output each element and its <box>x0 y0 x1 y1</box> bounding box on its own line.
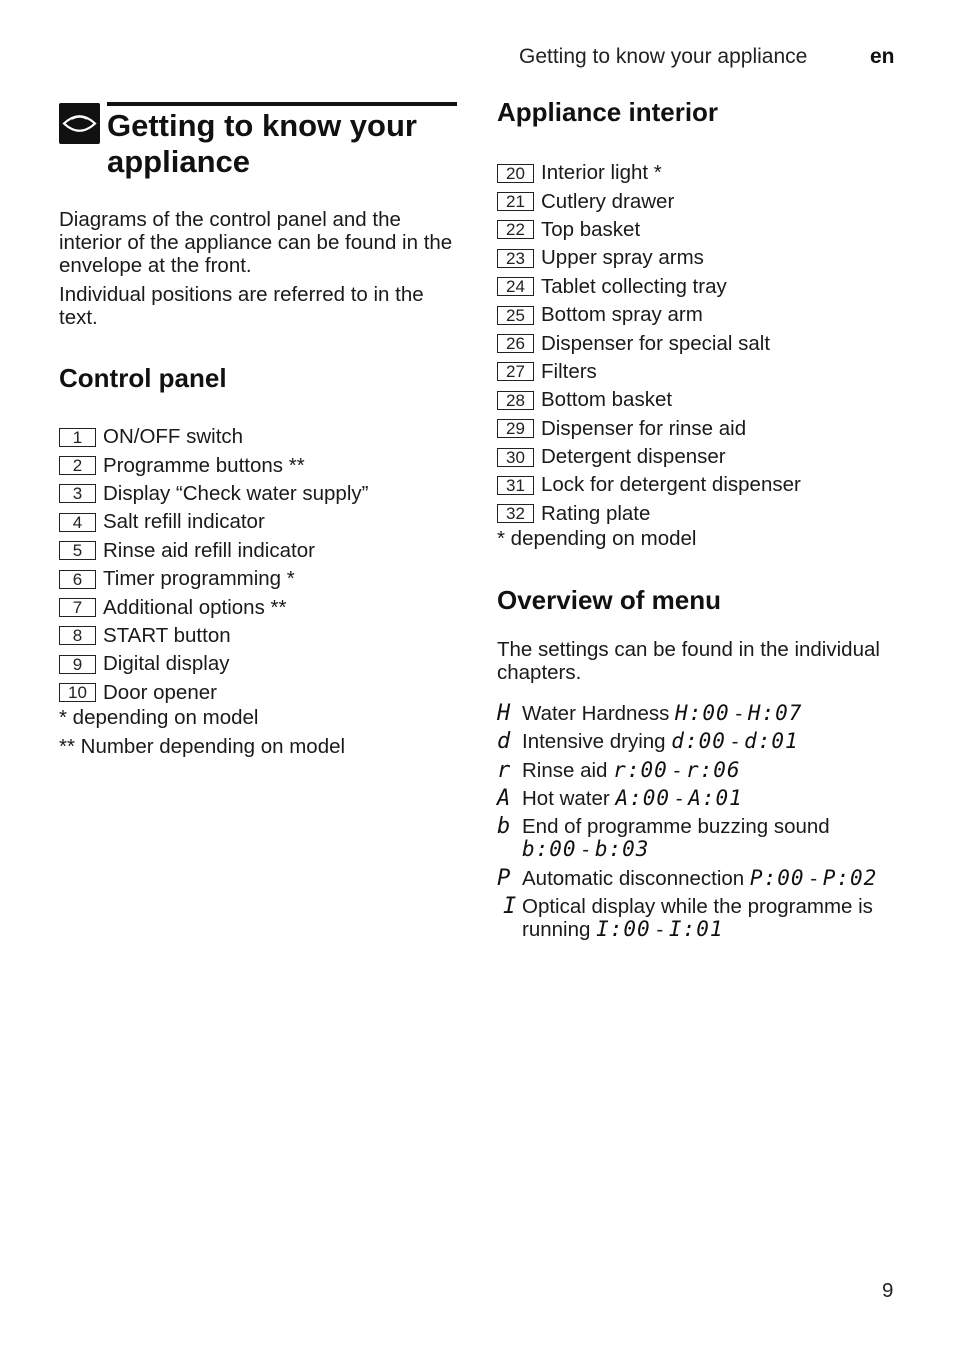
page-number: 9 <box>882 1279 894 1302</box>
item-label: ON/OFF switch <box>103 425 244 449</box>
menu-item-label: Automatic disconnection <box>522 867 745 890</box>
display-symbol: A <box>497 786 511 811</box>
range-from: r:00 <box>613 758 668 782</box>
item-label: Lock for detergent dispenser <box>541 473 801 497</box>
list-item <box>497 159 801 187</box>
menu-intro: The settings can be found in the individual chapters. <box>497 638 880 684</box>
range-separator: - <box>656 918 664 941</box>
item-number: 3 <box>59 484 96 503</box>
menu-item-label: End of programme buzzing sound <box>522 815 830 838</box>
chapter-rule <box>107 102 457 106</box>
menu-item-label: Hot water <box>522 787 610 810</box>
item-number: 32 <box>497 504 534 523</box>
menu-item-water-hardness <box>497 702 907 726</box>
item-label: Tablet collecting tray <box>541 274 727 298</box>
control-panel-heading: Control panel <box>59 363 227 393</box>
menu-item-label: Optical display while the programme is running <box>522 895 873 941</box>
item-number: 2 <box>59 456 96 475</box>
language-code: en <box>870 45 895 68</box>
menu-item-optical-display <box>497 895 907 943</box>
item-number: 21 <box>497 192 534 211</box>
running-header-title: Getting to know your appliance <box>519 45 808 68</box>
item-number: 26 <box>497 334 534 353</box>
footnote-number-depending: ** Number depending on model <box>59 735 346 758</box>
item-number: 30 <box>497 448 534 467</box>
item-number: 8 <box>59 626 96 645</box>
list-item <box>497 329 801 357</box>
list-item <box>59 423 368 451</box>
chapter-title: Getting to know your appliance <box>107 108 417 179</box>
list-item <box>497 187 801 215</box>
menu-item-intensive-drying <box>497 730 907 754</box>
item-number: 31 <box>497 476 534 495</box>
item-number: 9 <box>59 655 96 674</box>
list-item <box>59 650 368 678</box>
item-label: Door opener <box>103 680 217 704</box>
item-label: Upper spray arms <box>541 246 704 270</box>
item-number: 10 <box>59 683 96 702</box>
list-item <box>59 451 368 479</box>
menu-item-automatic-disconnection <box>497 867 907 891</box>
list-item <box>59 593 368 621</box>
item-label: Bottom spray arm <box>541 303 703 327</box>
range-to: A:01 <box>688 786 743 810</box>
item-label: Dispenser for special salt <box>541 331 771 355</box>
list-item <box>497 471 801 499</box>
range-from: b:00 <box>522 837 577 861</box>
eye-icon <box>59 103 100 144</box>
item-label: Rating plate <box>541 501 651 525</box>
display-symbol: b <box>497 814 511 839</box>
item-number: 5 <box>59 541 96 560</box>
item-number: 1 <box>59 428 96 447</box>
range-separator: - <box>675 787 683 810</box>
list-item <box>59 565 368 593</box>
display-symbol: H <box>497 701 511 726</box>
range-from: d:00 <box>671 729 726 753</box>
item-label: Interior light * <box>541 161 662 185</box>
menu-item-label: Intensive drying <box>522 730 666 753</box>
item-number: 27 <box>497 362 534 381</box>
range-from: P:00 <box>749 866 805 890</box>
range-from: H:00 <box>675 701 730 725</box>
range-from: A:00 <box>615 786 671 810</box>
list-item <box>497 415 801 443</box>
item-label: Timer programming * <box>103 567 295 591</box>
range-from: I:00 <box>596 917 651 941</box>
appliance-interior-list <box>497 159 801 528</box>
item-label: Digital display <box>103 652 230 676</box>
intro-paragraph-1: Diagrams of the control panel and the interior of the appliance can be found in the envelope at the front. <box>59 208 453 277</box>
range-separator: - <box>735 702 743 725</box>
range-separator: - <box>731 730 739 753</box>
list-item <box>497 301 801 329</box>
item-number: 6 <box>59 570 96 589</box>
list-item <box>497 358 801 386</box>
intro-paragraph-2: Individual positions are referred to in the text. <box>59 283 424 329</box>
item-number: 29 <box>497 419 534 438</box>
item-label: Salt refill indicator <box>103 510 265 534</box>
item-number: 22 <box>497 220 534 239</box>
item-number: 7 <box>59 598 96 617</box>
list-item <box>497 244 801 272</box>
range-separator: - <box>673 759 681 782</box>
list-item <box>497 273 801 301</box>
menu-item-label: Water Hardness <box>522 702 670 725</box>
item-number: 4 <box>59 513 96 532</box>
menu-item-label: Rinse aid <box>522 759 608 782</box>
display-symbol: I <box>503 894 517 919</box>
item-label: Cutlery drawer <box>541 189 675 213</box>
range-separator: - <box>582 838 590 861</box>
item-label: Dispenser for rinse aid <box>541 416 747 440</box>
footnote-depending-on-model: * depending on model <box>59 706 259 729</box>
item-label: START button <box>103 623 231 647</box>
list-item <box>59 679 368 707</box>
footnote-depending-on-model: * depending on model <box>497 527 697 550</box>
item-number: 24 <box>497 277 534 296</box>
item-label: Additional options ** <box>103 595 287 619</box>
item-label: Programme buttons ** <box>103 453 305 477</box>
list-item <box>59 622 368 650</box>
list-item <box>497 500 801 528</box>
range-to: b:03 <box>594 837 650 861</box>
list-item <box>59 508 368 536</box>
display-symbol: P <box>497 866 511 891</box>
list-item <box>59 480 368 508</box>
list-item <box>497 386 801 414</box>
item-number: 25 <box>497 306 534 325</box>
item-label: Display “Check water supply” <box>103 481 369 505</box>
list-item <box>59 537 368 565</box>
item-label: Bottom basket <box>541 388 673 412</box>
item-number: 23 <box>497 249 534 268</box>
item-label: Top basket <box>541 217 641 241</box>
list-item <box>497 216 801 244</box>
menu-item-rinse-aid <box>497 759 907 783</box>
appliance-interior-heading: Appliance interior <box>497 97 719 127</box>
item-number: 28 <box>497 391 534 410</box>
item-label: Filters <box>541 359 597 383</box>
range-to: d:01 <box>744 729 799 753</box>
range-to: I:01 <box>668 917 724 941</box>
range-to: P:02 <box>822 866 878 890</box>
display-symbol: d <box>497 729 511 754</box>
display-symbol: r <box>497 758 511 783</box>
range-separator: - <box>810 867 818 890</box>
control-panel-list <box>59 423 368 707</box>
menu-item-hot-water <box>497 787 907 811</box>
item-number: 20 <box>497 164 534 183</box>
overview-menu-heading: Overview of menu <box>497 585 721 615</box>
item-label: Rinse aid refill indicator <box>103 538 315 562</box>
list-item <box>497 443 801 471</box>
range-to: H:07 <box>747 701 803 725</box>
item-label: Detergent dispenser <box>541 445 726 469</box>
menu-item-buzzing-sound <box>497 815 907 863</box>
range-to: r:06 <box>685 758 741 782</box>
